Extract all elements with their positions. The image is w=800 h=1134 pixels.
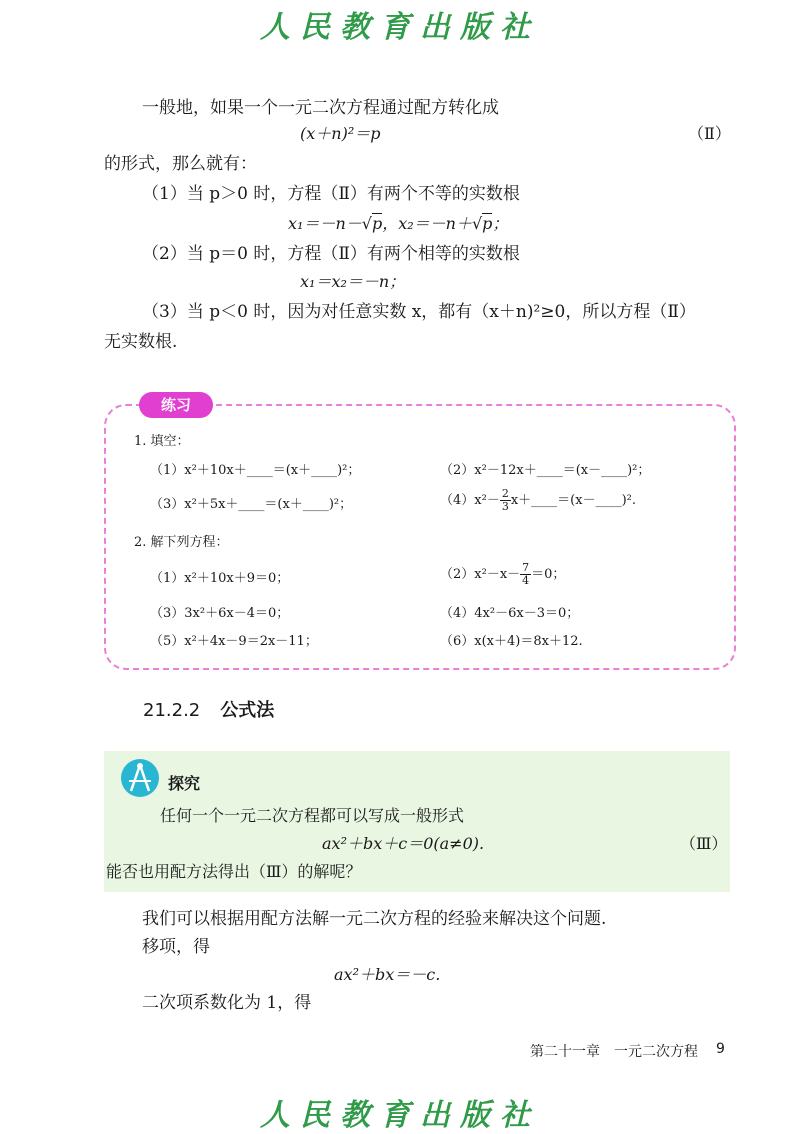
explore-title: 探究 [168, 774, 201, 793]
case-one-text: （1）当 p＞0 时，方程（Ⅱ）有两个不等的实数根 [142, 184, 520, 204]
chapter-footer: 第二十一章 一元二次方程 [530, 1044, 698, 1060]
practice-item-2-2 [440, 562, 565, 587]
case-one-roots [288, 213, 508, 235]
practice-item-1-2: （2）x²－12x＋____＝(x－____)²； [440, 463, 651, 478]
practice-item-2-1: （1）x²＋10x＋9＝0； [150, 571, 290, 586]
practice-question-two: 2. 解下列方程： [134, 535, 229, 550]
explore-compass-icon-svg [121, 759, 159, 797]
case-two-text: （2）当 p＝0 时，方程（Ⅱ）有两个相等的实数根 [142, 244, 520, 264]
practice-item-1-4 [440, 488, 636, 513]
fraction-two-thirds [500, 488, 511, 513]
practice-item-2-4: （4）4x²－6x－3＝0； [440, 606, 580, 621]
root-two-radicand: p [482, 214, 493, 233]
case-three-text: （3）当 p＜0 时，因为对任意实数 x，都有（x＋n)²≥0，所以方程（Ⅱ） [142, 302, 696, 322]
equation-three-tag: （Ⅲ） [680, 834, 728, 853]
sqrt-sign-icon: √ [471, 214, 483, 233]
section-number: 21.2.2 [143, 700, 201, 721]
intro-text: 一般地，如果一个一元二次方程通过配方转化成 [142, 98, 499, 118]
item-2-2-end: ＝0； [531, 567, 566, 582]
section-title: 公式法 [220, 700, 275, 721]
fraction-denominator: 3 [501, 500, 509, 513]
form-text: 的形式，那么就有： [104, 154, 257, 174]
fraction-seven-fourths [520, 562, 531, 587]
root-two-prefix: ，x₂＝－n＋ [382, 214, 472, 233]
practice-item-2-3: （3）3x²＋6x－4＝0； [150, 606, 290, 621]
after-paragraph-three: 二次项系数化为 1，得 [142, 993, 312, 1013]
practice-question-one: 1. 填空： [134, 434, 190, 449]
practice-item-2-6: （6）x(x＋4)＝8x＋12. [440, 634, 583, 649]
fraction-numerator: 7 [522, 561, 530, 574]
explore-line-two: 能否也用配方法得出（Ⅲ）的解呢？ [106, 862, 362, 881]
item-1-4-start: （4）x²－ [440, 493, 500, 508]
practice-label: 练习 [139, 392, 213, 418]
root-one-radicand: p [371, 214, 383, 233]
practice-item-1-3: （3）x²＋5x＋____＝(x＋____)²； [150, 497, 353, 512]
root-end: ； [492, 214, 509, 233]
case-three-end: 无实数根. [104, 332, 178, 352]
item-1-4-end: x＋____＝(x－____)². [510, 493, 636, 508]
equation-three: ax²＋bx＋c＝0(a≠0). [322, 834, 485, 853]
case-two-roots: x₁＝x₂＝－n； [300, 272, 406, 291]
equation-four: ax²＋bx＝－c. [334, 965, 441, 984]
after-paragraph-two: 移项，得 [142, 937, 210, 957]
page-number: 9 [716, 1041, 725, 1057]
fraction-numerator: 2 [501, 487, 509, 500]
after-paragraph-one: 我们可以根据用配方法解一元二次方程的经验来解决这个问题. [142, 909, 607, 929]
equation-two-tag: （Ⅱ） [688, 124, 731, 143]
equation-two: (x＋n)²＝p [300, 124, 381, 143]
root-one-prefix: x₁＝－n－ [288, 214, 362, 233]
publisher-watermark-top: 人民教育出版社 [260, 10, 540, 45]
practice-item-2-5: （5）x²＋4x－9＝2x－11； [150, 634, 318, 649]
explore-line-one: 任何一个一元二次方程都可以写成一般形式 [160, 806, 465, 825]
explore-compass-icon [121, 759, 159, 797]
item-2-2-start: （2）x²－x－ [440, 567, 521, 582]
practice-item-1-1: （1）x²＋10x＋____＝(x＋____)²； [150, 463, 361, 478]
sqrt-sign-icon: √ [361, 214, 372, 233]
publisher-watermark-bottom: 人民教育出版社 [260, 1098, 540, 1133]
section-heading [143, 696, 274, 722]
fraction-denominator: 4 [522, 574, 530, 587]
